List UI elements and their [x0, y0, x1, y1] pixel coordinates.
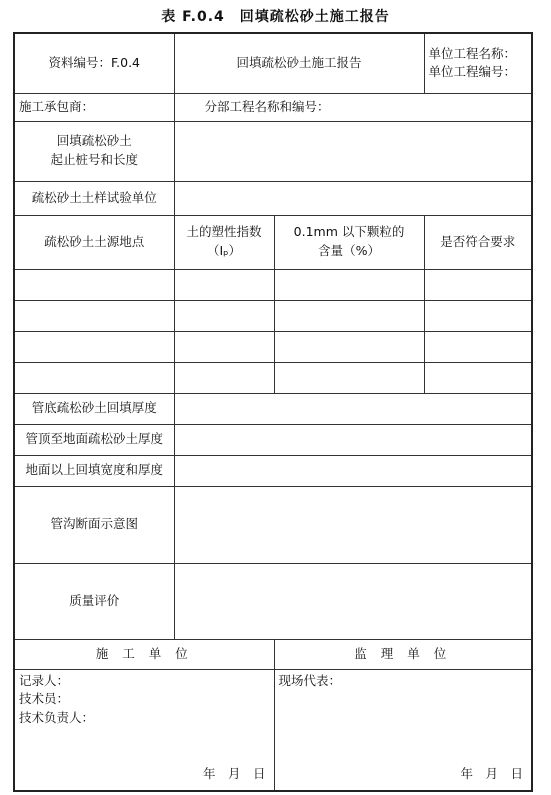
recorder-label: 记录人：: [19, 672, 70, 688]
range-label: [14, 121, 174, 181]
section-diagram-area[interactable]: [174, 486, 532, 563]
section-diagram-label: 管沟断面示意图: [14, 486, 174, 563]
col-plasticity: [174, 215, 274, 269]
data-cell[interactable]: [424, 331, 532, 362]
supervision-signature-area[interactable]: [274, 669, 532, 791]
quality-eval-label: 质量评价: [14, 563, 174, 639]
above-ground-value[interactable]: [174, 455, 532, 486]
data-cell[interactable]: [424, 269, 532, 300]
unit-project-name-label: 单位工程名称：: [428, 45, 517, 61]
construction-signature-area[interactable]: [14, 669, 274, 791]
bottom-thickness-value[interactable]: [174, 393, 532, 424]
supervision-unit-header: 监 理 单 位: [274, 639, 532, 669]
top-thickness-label: 管顶至地面疏松砂土厚度: [14, 424, 174, 455]
bottom-thickness-label: 管底疏松砂土回填厚度: [14, 393, 174, 424]
technician-label: 技术员：: [19, 691, 70, 707]
col-particle-line2: 含量（%）: [318, 243, 380, 258]
data-cell[interactable]: [274, 269, 424, 300]
data-cell[interactable]: [174, 300, 274, 331]
data-cell[interactable]: [274, 300, 424, 331]
data-cell[interactable]: [14, 362, 174, 393]
doc-number: 资料编号：F.0.4: [14, 33, 174, 93]
col-conform: 是否符合要求: [424, 215, 532, 269]
test-unit-label: 疏松砂土土样试验单位: [14, 181, 174, 215]
col-plasticity-line2: （Iₚ）: [206, 243, 242, 258]
range-value-cell[interactable]: [174, 121, 532, 181]
above-ground-label: 地面以上回填宽度和厚度: [14, 455, 174, 486]
data-cell[interactable]: [424, 362, 532, 393]
quality-eval-area[interactable]: [174, 563, 532, 639]
table-title: 表 F.0.4 回填疏松砂土施工报告: [161, 9, 390, 25]
data-cell[interactable]: [14, 331, 174, 362]
test-unit-value-cell[interactable]: [174, 181, 532, 215]
construction-report-table: [13, 32, 533, 792]
report-name: 回填疏松砂土施工报告: [174, 33, 424, 93]
data-cell[interactable]: [174, 269, 274, 300]
data-cell[interactable]: [174, 362, 274, 393]
unit-project-no-label: 单位工程编号：: [428, 64, 517, 80]
top-thickness-value[interactable]: [174, 424, 532, 455]
date-left: 年 月 日: [202, 766, 266, 782]
col-particle-line1: 0.1mm 以下颗粒的: [293, 224, 405, 240]
unit-project-info: [424, 33, 532, 93]
construction-unit-header: 施 工 单 位: [14, 639, 274, 669]
data-cell[interactable]: [174, 331, 274, 362]
data-cell[interactable]: [424, 300, 532, 331]
range-label-line2: 起止桩号和长度: [50, 152, 138, 167]
data-cell[interactable]: [14, 300, 174, 331]
data-cell[interactable]: [274, 362, 424, 393]
subproject-label: 分部工程名称和编号：: [174, 93, 532, 121]
col-particle: [274, 215, 424, 269]
contractor-label: 施工承包商：: [14, 93, 174, 121]
col-source: 疏松砂土土源地点: [14, 215, 174, 269]
range-label-line1: 回填疏松砂土: [56, 133, 132, 149]
data-cell[interactable]: [274, 331, 424, 362]
tech-leader-label: 技术负责人：: [19, 710, 95, 725]
col-plasticity-line1: 土的塑性指数: [186, 224, 262, 240]
data-cell[interactable]: [14, 269, 174, 300]
date-right: 年 月 日: [460, 766, 524, 782]
site-rep-label: 现场代表：: [278, 672, 342, 688]
